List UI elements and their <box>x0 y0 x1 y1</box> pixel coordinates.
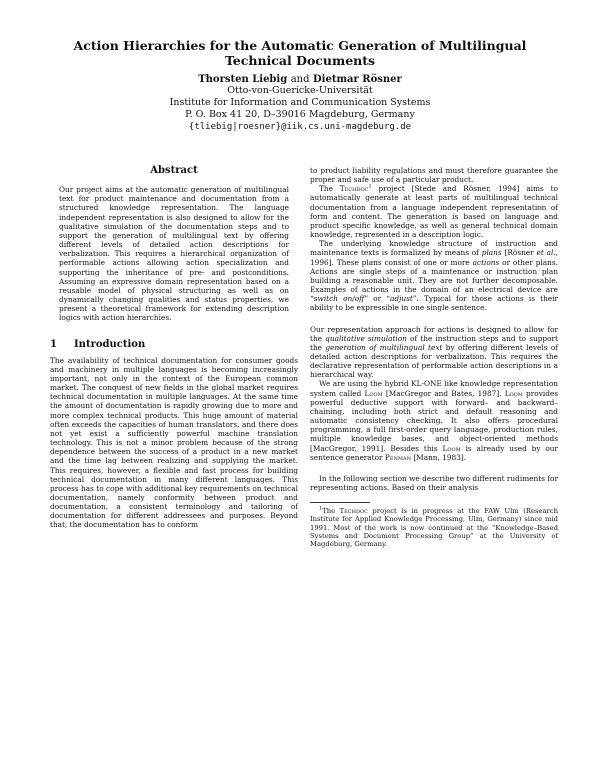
p3-text-e: ” or “ <box>364 294 390 304</box>
p5-text-d: is already used by our sentence generator <box>310 443 558 462</box>
p5-text-e: [Mann, 1983]. <box>410 452 467 462</box>
abstract-heading: Abstract <box>150 165 198 176</box>
p3-text-b: [Rösner <box>501 248 537 258</box>
abstract-text: Our project aims at the automatic generation of multilingual text for product maintenance and documentation from a structured knowledge representation. The language independent representation is also designed to allow for the qualitative simulation of the documentation steps and to support the generation of multilingual text by offering different levels of detailed action descriptions for verbalization. This requires a hierarchical organization of performable actions allowing action specialization and supporting the inheritance of pre- and postconditions. Assuming an expressive domain representation based on a reusable model of physical structuring as well as on dynamically changing qualities and status properties, we present a theoretical framework for extending description logics with action hierarchies. <box>59 185 289 323</box>
section-number: 1 <box>50 338 57 350</box>
p5-text-a: We are using the hybrid KL-ONE like knowledge representation system called <box>310 379 558 398</box>
footnote-text-b: project is in progress at the FAW Ulm (Research Institute for Applied Knowledge Processing, Ulm, Germany) since mid 1991. Most of the work is now continued at the “Knowledge–Based Systems and Document Processing Group” at the University of Magdeburg, Germany. <box>310 507 558 549</box>
author-2: Dietmar Rösner <box>313 74 402 85</box>
term-qualitative-simulation: qualitative simulation <box>325 333 407 343</box>
right-column <box>310 166 558 549</box>
p3-text-f: ”. Typical for those actions is their ability to be expressible in one single sentence. <box>310 294 559 313</box>
term-actions: actions <box>472 257 500 267</box>
title-line-1: Action Hierarchies for the Automatic Generation of Multilingual <box>73 38 527 53</box>
footnote-marker: 1 <box>368 183 372 190</box>
paper-header <box>40 38 560 133</box>
footnote-divider <box>310 502 370 503</box>
author-1: Thorsten Liebig <box>198 74 288 85</box>
footnote-number: 1 <box>319 505 323 512</box>
author-and: and <box>290 74 310 85</box>
affiliation-address: P. O. Box 41 20, D–39016 Magdeburg, Germany <box>185 109 415 120</box>
loom-name: Loom <box>364 388 383 398</box>
right-paragraph-6: In the following section we describe two different rudiments for representing actions. Based on their analysis <box>310 473 558 492</box>
p3-text-d: or other plans. Actions are single steps of a maintenance or instruction plan building a reasonable unit. They are not further decomposable. Examples of actions in the domain of an electrical device are “ <box>310 257 559 304</box>
right-paragraph-4 <box>310 325 558 380</box>
author-email: {tliebig|roesner}@iik.cs.uni-magdeburg.de <box>188 122 412 132</box>
footnote <box>310 507 558 548</box>
p5-text-b: [MacGregor and Bates, 1987]. <box>382 388 505 398</box>
p5-text-c: provides powerful deductive support with forward– and backward–chaining, including both strict and default reasoning and automatic consistency checking. It also offers procedural programming, a full first-order query language, production rules, multiple knowledge bases, and object-oriented methods [MacGregor, 1991]. Besides this <box>310 388 559 453</box>
author-line <box>40 74 560 85</box>
section-title: Introduction <box>74 338 146 350</box>
footnote-text-a: The <box>322 507 340 516</box>
term-generation: generation of multilingual text <box>325 342 443 352</box>
right-paragraph-3 <box>310 239 558 312</box>
p2-text-b: project [Stede and Rösner, 1994] aims to automatically generate at least parts of multilingual technical documentation from a language independent representation of form and content. The generation is based on language and product specific knowledge, as well as general technical domain knowledge, represented in a description logic. <box>310 184 558 240</box>
affiliation-university: Otto-von-Guericke-Universität <box>227 85 373 96</box>
p4-text-b: of the instruction steps and to support the <box>310 333 558 352</box>
left-column <box>50 166 298 530</box>
p2-text-a: The <box>319 184 340 194</box>
loom-name: Loom <box>442 443 461 453</box>
paper-title <box>40 38 560 68</box>
techdoc-name: Techdoc <box>339 507 368 516</box>
p3-text-c: , 1996]. These plans consist of one or more <box>310 248 558 267</box>
example-switch: switch on/off <box>313 294 365 304</box>
right-paragraph-2 <box>310 184 558 239</box>
penman-name: Penman <box>384 452 411 462</box>
right-paragraph-5 <box>310 379 558 461</box>
right-paragraph-1: to product liability regulations and must therefore guarantee the proper and safe use of a particular product. <box>310 166 558 185</box>
term-etal: et al. <box>536 248 556 258</box>
p3-text-a: The underlying knowledge structure of instruction and maintenance texts is formalized by means of <box>310 239 558 258</box>
techdoc-name: Techdoc <box>339 184 369 194</box>
example-adjust: adjust <box>389 294 413 304</box>
p4-text-c: by offering different levels of detailed action descriptions for verbalization. This requires the declarative representation of performable action descriptions in a hierarchical way. <box>310 342 558 380</box>
loom-name: Loom <box>504 388 523 398</box>
intro-paragraph: The availability of technical documentation for consumer goods and machinery in multiple languages is becoming increasingly important, not only in the context of the European common market. The conquest of new fields in the global market requires technical documentation in multiple languages. At the same time the amount of documentation is rapidly growing due to more and more complex technical products. This huge amount of material often exceeds the capacities of human translators, and there does not yet exist a sufficiently powerful machine translation technology. This is not a minor problem because of the strong dependence between the success of a product in a new market and the time lag between realizing and supplying the market. This requires, however, a flexible and fast process for building technical documentation in many different languages. This process has to cope with additional key requirements on technical documentation, namely conformity between product and documentation, a consistent terminology and tailoring of documentation for different addressees and purposes. Beyond that, the documentation has to conform <box>50 355 298 530</box>
title-line-2: Technical Documents <box>224 53 376 68</box>
p4-text-a: Our representation approach for actions is designed to allow for the <box>310 324 558 343</box>
section-heading-introduction <box>50 340 298 349</box>
term-plans: plans <box>481 248 502 258</box>
affiliation-institute: Institute for Information and Communication Systems <box>169 97 431 108</box>
